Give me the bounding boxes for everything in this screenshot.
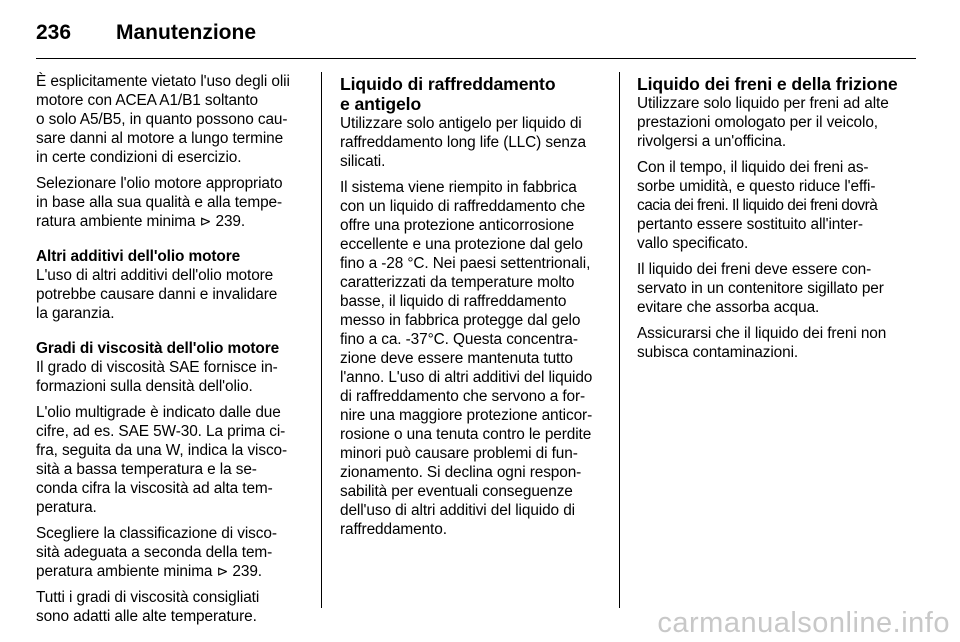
paragraph-select-oil: Selezionare l'olio motore appropriato in base alla sua qualità e alla tempe- ratura ambiente minima ⊳ 239.: [36, 175, 283, 230]
section-viscosity: Gradi di viscosità dell'olio motore Il grado di viscosità SAE fornisce in- formazioni sulla densità dell'olio.: [36, 339, 306, 396]
page-reference-link[interactable]: 239.: [232, 563, 262, 580]
paragraph-brake-contamination: Assicurarsi che il liquido dei freni non subisca contaminazioni.: [637, 325, 887, 361]
column-1: [36, 72, 306, 633]
paragraph-high-temperature: Tutti i gradi di viscosità consigliati sono adatti alle alte temperature.: [36, 589, 260, 625]
header-rule: [36, 58, 916, 59]
paragraph-coolant-factory: Il sistema viene riempito in fabbrica con un liquido di raffreddamento che offre una protezione anticorrosione eccellente e una protezione dal gelo fino a -28 °C. Nei paesi settentrionali, caratterizzati da temperature molto basse, il liquido di raffreddamento messo in fabbrica protegge dal gelo fino a ca. -37°C. Questa concentra- zione deve essere mantenuta tutto l'anno. L'uso di altri additivi del liquido di raffreddamento che servono a for- nire una maggiore protezione anticor- rosione o una tenuta contro le perdite minori può causare problemi di fun- zionamento. Si declina ogni respon- sabilità per eventuali conseguenze dell'uso di altri additivi del liquido di raffreddamento.: [340, 179, 593, 538]
page-number: 236: [36, 21, 72, 44]
page-header: [36, 18, 916, 48]
section-oil-additives: Altri additivi dell'olio motore L'uso di altri additivi dell'olio motore potrebbe causare danni e invalidare la garanzia.: [36, 247, 306, 323]
section-heading: e antigelo: [340, 94, 422, 114]
section-heading: Altri additivi dell'olio motore: [36, 248, 241, 265]
section-brake-fluid: Liquido dei freni e della frizione Utilizzare solo liquido per freni ad alte prestazioni omologato per il veicolo, rivolgersi a un'officina.: [637, 74, 907, 151]
paragraph-brake-moisture: Con il tempo, il liquido dei freni as- sorbe umidità, e questo riduce l'effi- cacia dei freni. Il liquido dei freni dovrà pertanto essere sostituito all'inter- vallo specificato.: [637, 159, 878, 252]
paragraph-acea-warning: È esplicitamente vietato l'uso degli olii motore con ACEA A1/B1 soltanto o solo A5/B5, in quanto possono cau- sare danni al motore a lungo termine in certe condizioni di esercizio.: [36, 73, 290, 166]
column-divider-2: [619, 72, 620, 608]
column-divider-1: [321, 72, 322, 608]
page-title: Manutenzione: [116, 21, 256, 44]
section-coolant: [340, 74, 602, 114]
page-reference-arrow-icon: ⊳: [199, 213, 212, 229]
page-reference-arrow-icon: ⊳: [216, 563, 229, 579]
paragraph-brake-storage: Il liquido dei freni deve essere con- servato in un contenitore sigillato per evitare che assorba acqua.: [637, 261, 884, 316]
page-reference-link[interactable]: 239.: [215, 213, 246, 230]
watermark-text: carmanualsonline.info: [657, 607, 950, 639]
paragraph-coolant-type: Utilizzare solo antigelo per liquido di raffreddamento long life (LLC) senza silicati.: [340, 115, 586, 170]
paragraph-choose-viscosity: Scegliere la classificazione di visco- sità adeguata a seconda della tem- peratura ambiente minima ⊳ 239.: [36, 525, 277, 580]
column-3: [637, 74, 907, 369]
column-2: [340, 74, 602, 546]
section-heading: Liquido di raffreddamento: [340, 74, 556, 94]
paragraph-multigrade: L'olio multigrade è indicato dalle due cifre, ad es. SAE 5W-30. La prima ci- fra, seguita da una W, indica la visco- sità a bassa temperatura e la se- conda cifra la viscosità ad alta tem- peratura.: [36, 404, 288, 516]
section-heading: Liquido dei freni e della frizione: [637, 74, 898, 94]
section-heading: Gradi di viscosità dell'olio motore: [36, 340, 280, 357]
